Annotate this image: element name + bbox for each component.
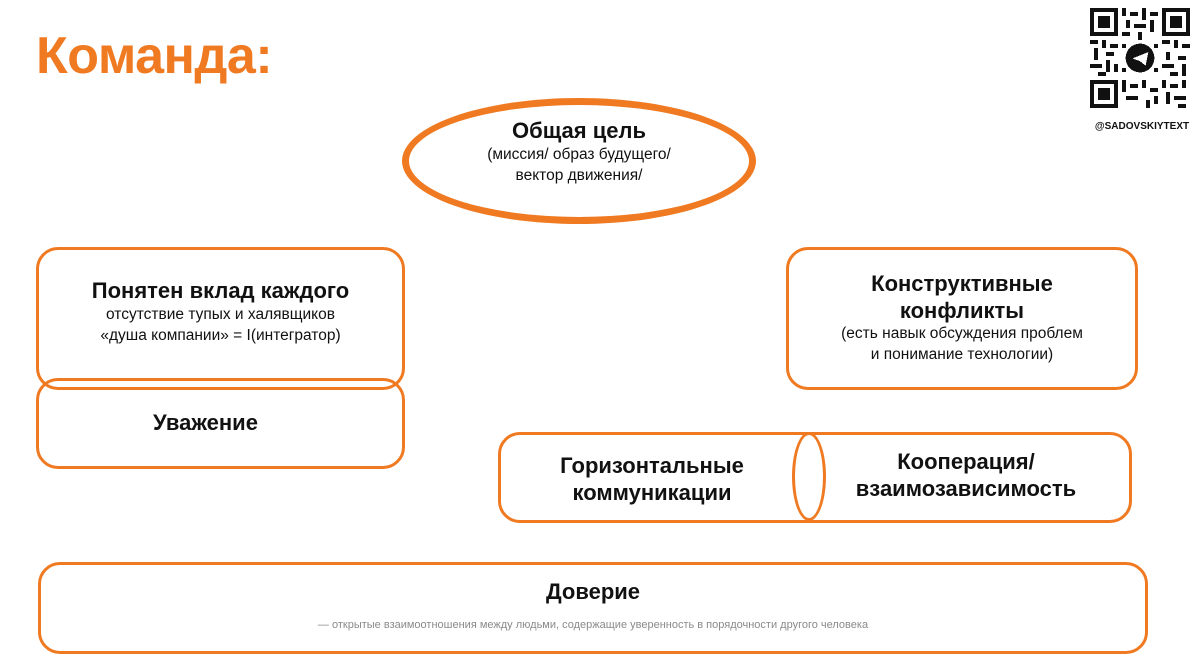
contribution-heading: Понятен вклад каждого — [91, 278, 350, 304]
cooperation-line-1: Кооперация/ — [897, 448, 1035, 474]
qr-code — [1090, 8, 1190, 108]
social-handle: @SADOVSKIYTEXT — [1094, 121, 1190, 132]
trust-definition: — открытые взаимоотношения между людьми, содержащие уверенность в порядочности другого человека — [317, 619, 869, 632]
goal-heading: Общая цель — [512, 118, 646, 143]
horizontal-line-2: коммуникации — [572, 479, 732, 505]
goal-text — [402, 118, 756, 187]
conflicts-heading-1: Конструктивные — [871, 270, 1053, 296]
horizontal-line-1: Горизонтальные — [560, 452, 744, 478]
conflicts-line-2: и понимание технологии) — [870, 346, 1054, 364]
contribution-line-1: отсутствие тупых и халявщиков — [106, 305, 335, 323]
respect-box — [36, 378, 405, 469]
slide-title: Команда: — [36, 27, 273, 85]
contribution-line-2: «душа компании» = I(интегратор) — [100, 326, 341, 344]
trust-box — [38, 562, 1148, 654]
contribution-box — [36, 247, 405, 390]
goal-line-2: вектор движения/ — [515, 166, 643, 184]
conflicts-box — [786, 247, 1138, 390]
cooperation-line-2: взаимозависимость — [855, 475, 1077, 501]
respect-heading: Уважение — [153, 410, 258, 436]
conflicts-line-1: (есть навык обсуждения проблем — [841, 325, 1083, 343]
cooperation — [803, 449, 1129, 507]
goal-line-1: (миссия/ образ будущего/ — [487, 145, 671, 163]
conflicts-heading-2: конфликты — [899, 297, 1025, 323]
horizontal-communications — [501, 449, 803, 507]
divider-oval — [792, 432, 826, 521]
trust-heading: Доверие — [545, 578, 641, 604]
